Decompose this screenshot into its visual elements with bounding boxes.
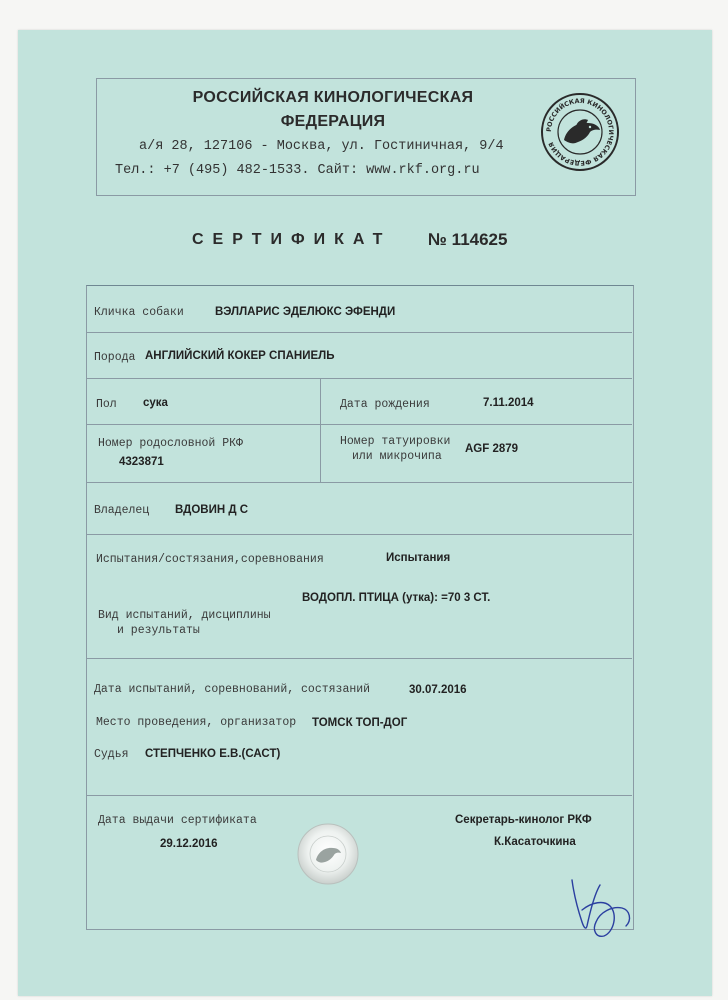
row-divider [86, 658, 632, 659]
issue-date-value: 29.12.2016 [160, 838, 218, 850]
secretary-name: К.Касаточкина [494, 836, 576, 848]
row-divider [86, 378, 632, 379]
pedigree-label: Номер родословной РКФ [98, 437, 243, 450]
certificate-number: № 114625 [428, 230, 508, 249]
event-date-value: 30.07.2016 [409, 684, 467, 696]
breed-value: АНГЛИЙСКИЙ КОКЕР СПАНИЕЛЬ [145, 350, 335, 362]
certificate-title: СЕРТИФИКАТ [192, 231, 392, 248]
place-value: ТОМСК ТОП-ДОГ [312, 717, 408, 729]
issue-date-label: Дата выдачи сертификата [98, 814, 257, 827]
event-type-value: Испытания [386, 552, 451, 564]
sex-label: Пол [96, 398, 117, 411]
tattoo-label-line2: или микрочипа [352, 450, 442, 463]
discipline-value: ВОДОПЛ. ПТИЦА (утка): =70 3 СТ. [302, 592, 491, 604]
discipline-label-line1: Вид испытаний, дисциплины [98, 609, 271, 622]
org-name-line2: ФЕДЕРАЦИЯ [280, 113, 386, 130]
org-address: а/я 28, 127106 - Москва, ул. Гостиничная, 9/4 [139, 139, 504, 154]
row-divider [86, 795, 632, 796]
sex-value: сука [143, 397, 168, 409]
dog-name-label: Кличка собаки [94, 306, 184, 319]
row-divider [86, 534, 632, 535]
row-divider [86, 332, 632, 333]
column-divider [320, 378, 321, 482]
judge-value: СТЕПЧЕНКО Е.В.(САСТ) [145, 748, 281, 760]
breed-label: Порода [94, 351, 136, 364]
place-label: Место проведения, организатор [96, 716, 297, 729]
hologram-seal-icon [296, 822, 360, 886]
rkf-seal-icon [540, 92, 620, 172]
svg-text:РОССИЙСКАЯ КИНОЛОГИЧЕСКАЯ ФЕДЕ: РОССИЙСКАЯ КИНОЛОГИЧЕСКАЯ ФЕДЕРАЦИЯ [544, 96, 616, 168]
tattoo-value: AGF 2879 [465, 443, 519, 455]
judge-label: Судья [94, 748, 129, 761]
row-divider [86, 424, 632, 425]
event-type-label: Испытания/состязания,соревнования [96, 553, 324, 566]
event-date-label: Дата испытаний, соревнований, состязаний [94, 683, 371, 696]
birth-date-label: Дата рождения [340, 398, 430, 411]
org-contacts: Тел.: +7 (495) 482-1533. Сайт: www.rkf.org.ru [115, 163, 480, 178]
row-divider [86, 482, 632, 483]
owner-label: Владелец [94, 504, 150, 517]
birth-date-value: 7.11.2014 [483, 397, 534, 409]
signature-icon [560, 850, 640, 950]
owner-value: ВДОВИН Д С [175, 504, 249, 516]
secretary-label: Секретарь-кинолог РКФ [455, 814, 592, 826]
tattoo-label-line1: Номер татуировки [340, 435, 451, 448]
dog-name-value: ВЭЛЛАРИС ЭДЕЛЮКС ЭФЕНДИ [215, 306, 396, 318]
certificate-table [86, 285, 634, 930]
org-name-line1: РОССИЙСКАЯ КИНОЛОГИЧЕСКАЯ [192, 89, 474, 106]
pedigree-value: 4323871 [119, 456, 164, 468]
discipline-label-line2: и результаты [117, 624, 200, 637]
